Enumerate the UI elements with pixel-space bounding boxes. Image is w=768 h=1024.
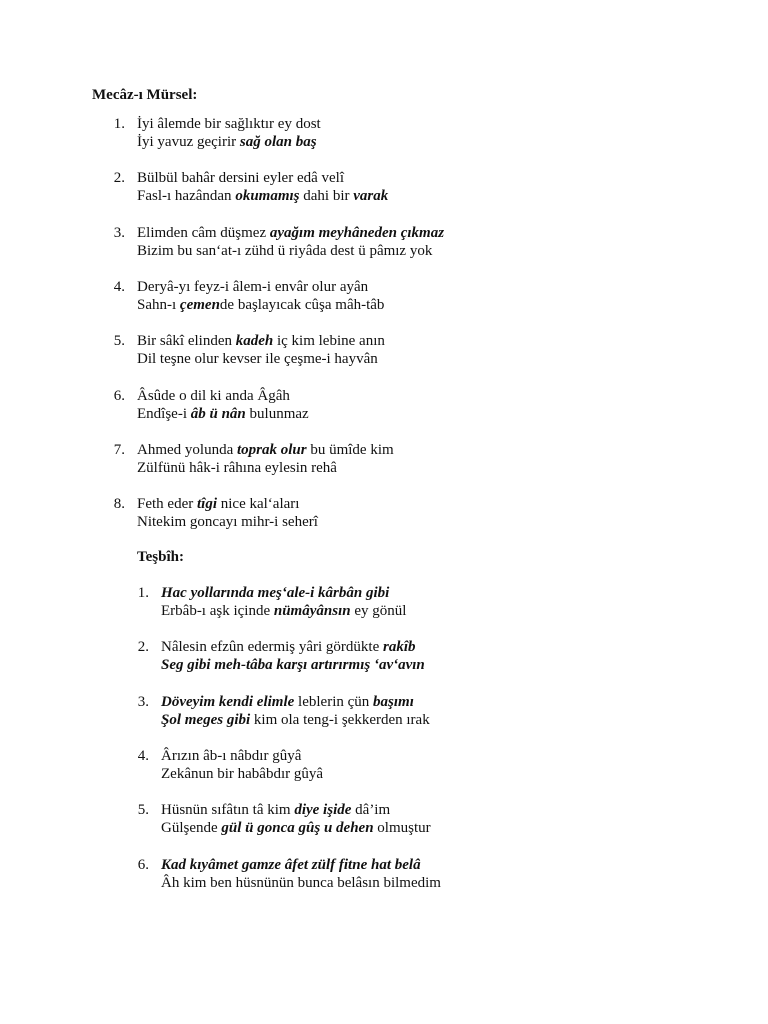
list-item-number: 1. [137,585,149,601]
verse-text: Sahn-ı [137,296,180,313]
verse-line [161,656,425,674]
list-item-number: 2. [113,170,125,187]
verse-couplet [137,332,385,368]
verse-line [137,169,388,187]
emphasized-phrase: toprak olur [236,441,307,458]
verse-text: Zülfünü hâk-i râhına eylesin rehâ [137,459,337,476]
verse-text: Deryâ-yı feyz-i âlem-i envâr olur ayân [137,278,369,295]
emphasized-phrase: tîgi [196,496,217,513]
list-item-number: 7. [113,441,125,458]
verse-line [137,296,384,314]
emphasized-phrase: nümâyânsın [273,603,351,619]
verse-couplet [161,638,425,674]
verse-text: bu ümîde kim [306,441,394,458]
verse-couplet [137,387,309,423]
verse-text: İyi âlemde bir sağlıktır ey dost [137,116,321,132]
verse-line [137,242,444,260]
verse-line [161,584,406,602]
emphasized-phrase: kadeh [235,333,274,350]
list-item-number: 1. [113,116,125,132]
verse-couplet [137,495,318,531]
verse-text: leblerin çün [294,693,374,710]
verse-line [137,278,384,296]
list-item-number: 5. [113,333,125,350]
verse-text: Âh kim ben hüsnünün bunca belâsın bilmedim [161,874,441,891]
verse-couplet [161,801,431,837]
list-item-number: 2. [137,639,149,656]
emphasized-phrase: âb ü nân [190,405,246,422]
verse-text: Ahmed yolunda [137,441,237,458]
section-heading-tesbih: Teşbîh: [137,549,184,565]
verse-text: Feth eder [137,496,197,513]
emphasized-phrase: gül ü gonca gûş u dehen [221,820,374,837]
list-item-number: 6. [137,856,149,873]
verse-couplet [161,693,430,729]
verse-text: Âsûde o dil ki anda Âgâh [137,387,290,404]
verse-text: iç kim lebine anın [273,333,385,350]
emphasized-phrase: Kad kıyâmet gamze âfet zülf fitne hat belâ [161,856,421,873]
verse-couplet [137,115,321,151]
verse-text: Nitekim goncayı mihr-i seherî [137,514,318,531]
verse-text: Dil teşne olur kevser ile çeşme-i hayvân [137,351,378,368]
verse-text: Bülbül bahâr dersini eyler edâ velî [137,170,345,187]
verse-line [161,765,323,783]
verse-text: Hüsnün sıfâtın tâ kim [161,802,295,819]
verse-text: Ârızın âb-ı nâbdır gûyâ [161,747,302,764]
verse-text: ey gönül [350,603,407,619]
verse-line [137,133,321,151]
emphasized-phrase: okumamış [235,188,300,205]
verse-couplet [161,747,323,783]
verse-line [161,638,425,656]
emphasized-phrase: rakîb [383,639,416,656]
verse-couplet [137,441,394,477]
verse-text: bulunmaz [245,405,309,422]
verse-line [137,224,444,242]
verse-line [137,441,394,459]
verse-couplet [161,856,441,892]
verse-text: de başlayıcak cûşa mâh-tâb [219,296,385,313]
emphasized-phrase: Şol meges gibi [161,711,251,728]
verse-text: Fasl-ı hazândan [137,188,236,205]
verse-line [161,693,430,711]
verse-line [137,115,321,133]
verse-line [137,495,318,513]
verse-line [137,332,385,350]
list-item-number: 3. [137,693,149,710]
verse-couplet [137,278,384,314]
emphasized-phrase: başımı [373,693,414,710]
verse-couplet [137,224,444,260]
verse-text: Zekânun bir habâbdır gûyâ [161,765,324,782]
verse-couplet [161,584,406,620]
verse-line [161,602,406,620]
verse-text: Elimden câm düşmez [137,224,270,241]
verse-text: Erbâb-ı aşk içinde [161,603,274,619]
emphasized-phrase: ayağım meyhâneden çıkmaz [269,224,445,241]
verse-couplet [137,169,388,205]
verse-line [137,187,388,205]
verse-text: kim ola teng-i şekkerden ırak [250,711,430,728]
verse-line [161,856,441,874]
verse-text: Nâlesin efzûn edermiş yâri gördükte [161,639,384,656]
verse-text: Endîşe-i [137,405,191,422]
verse-text: nice kal‘aları [217,496,300,513]
emphasized-phrase: Döveyim kendi elimle [161,693,295,710]
verse-line [161,801,431,819]
verse-text: İyi yavuz geçirir [137,134,240,150]
list-item-number: 4. [137,747,149,764]
verse-text: Bizim bu san‘at-ı zühd ü riyâda dest ü pâmız yok [137,242,433,259]
verse-line [161,819,431,837]
list-item-number: 3. [113,224,125,241]
verse-line [161,747,323,765]
section-heading-mecaz-i-mursel: Mecâz-ı Mürsel: [92,87,198,103]
emphasized-phrase: diye işide [294,802,352,819]
emphasized-phrase: varak [353,188,389,205]
verse-line [137,513,318,531]
list-item-number: 4. [113,278,125,295]
verse-text: Gülşende [161,820,222,837]
emphasized-phrase: Seg gibi meh-tâba karşı artırırmış ‘av‘avın [161,657,425,674]
verse-line [137,387,309,405]
verse-line [161,711,430,729]
list-item-number: 8. [113,496,125,513]
list-item-number: 5. [137,802,149,819]
verse-line [137,350,385,368]
verse-text: dâ’im [351,802,391,819]
verse-line [161,874,441,892]
verse-text: olmuştur [373,820,431,837]
verse-text: dahi bir [299,188,354,205]
emphasized-phrase: sağ olan baş [239,134,317,150]
emphasized-phrase: çemen [179,296,220,313]
verse-line [137,405,309,423]
list-item-number: 6. [113,387,125,404]
verse-text: Bir sâkî elinden [137,333,236,350]
verse-line [137,459,394,477]
emphasized-phrase: Hac yollarında meş‘ale-i kârbân gibi [161,585,390,601]
